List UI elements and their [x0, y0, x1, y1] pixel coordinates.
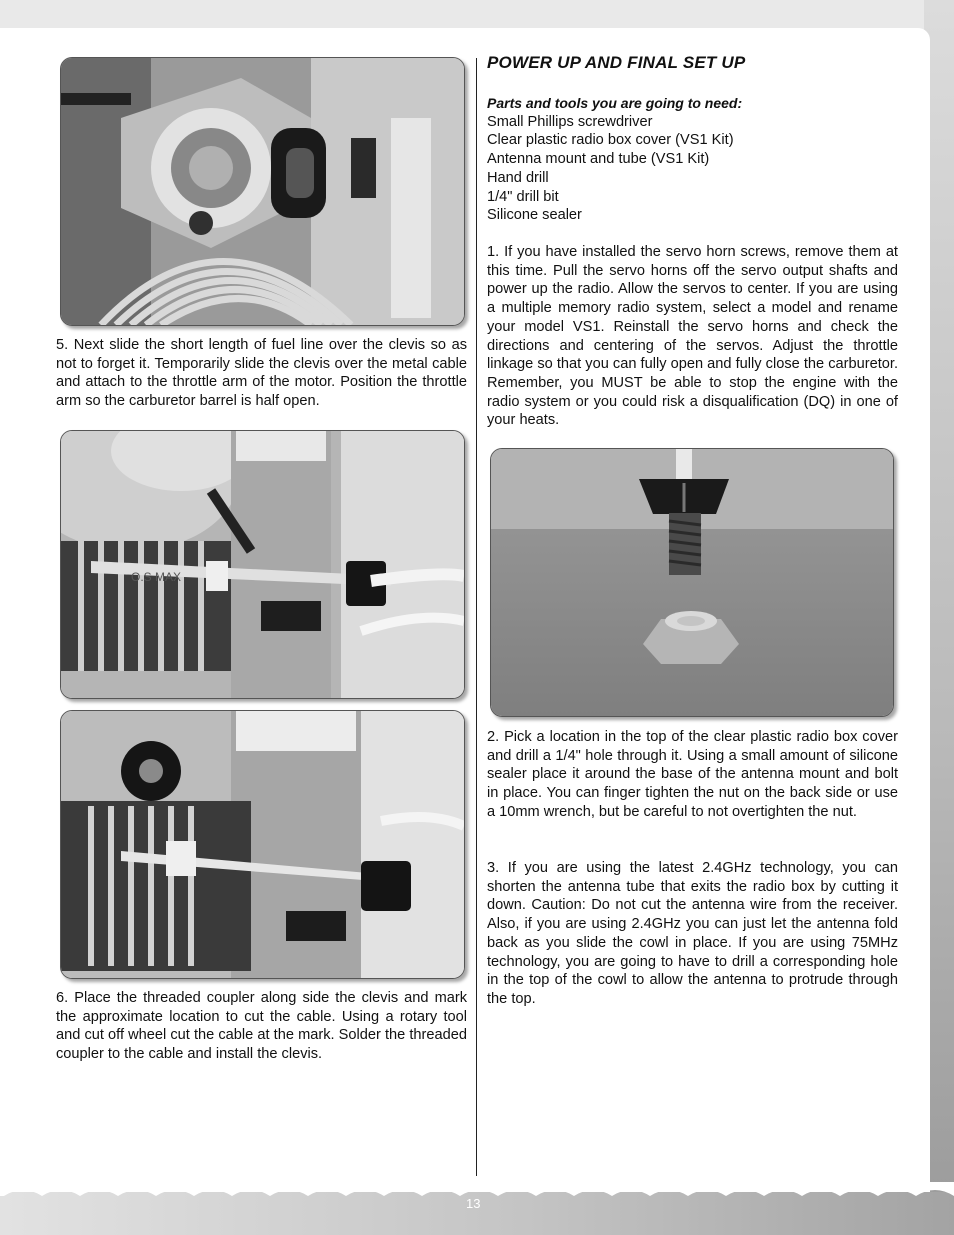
- list-item: Clear plastic radio box cover (VS1 Kit): [487, 132, 734, 149]
- step-6-text: 6. Place the threaded coupler along side the clevis and mark the approximate location to cut the cable. Using a rotary tool and cut off wheel cut the cable at the mark. Solder the threaded coupler to the cable and install the clevis.: [56, 990, 467, 1063]
- column-divider: [476, 58, 477, 1176]
- parts-list: [487, 113, 901, 225]
- step-2-text: 2. Pick a location in the top of the clear plastic radio box cover and drill a 1/4" hole through it. Using a small amount of silicone sealer place it around the base of the antenna mount and bolt in place. You can finger tighten the nut on the back side or use a 10mm wrench, but be careful to not overtighten the nut.: [487, 729, 898, 820]
- list-item: 1/4" drill bit: [487, 188, 559, 205]
- step-1-text: 1. If you have installed the servo horn screws, remove them at this time. Pull the servo horns off the servo output shafts and power up the radio. Allow the servos to center. If you are using a multiple memory radio system, select a model and rename your model VS1. Reinstall the servo horns and check the directions and centering of the servos. Adjust the throttle linkage so that you can fully open and fully close the carburetor. Remember, you MUST be able to stop the engine with the radio system or you could risk a disqualification (DQ) in one of your heats.: [487, 244, 898, 429]
- parts-title: Parts and tools you are going to need:: [487, 95, 743, 111]
- page-number: 13: [466, 1196, 481, 1211]
- list-item: Small Phillips screwdriver: [487, 113, 653, 130]
- section-title: POWER UP AND FINAL SET UP: [487, 53, 746, 72]
- photo-threaded-coupler: [60, 710, 465, 979]
- list-item: Antenna mount and tube (VS1 Kit): [487, 151, 710, 168]
- photo-antenna-mount: [490, 448, 894, 717]
- list-item: Silicone sealer: [487, 207, 582, 224]
- parts-and-tools: [487, 94, 901, 225]
- step-3-text: 3. If you are using the latest 2.4GHz technology, you can shorten the antenna tube that exits the radio box by cutting it down. Caution: Do not cut the antenna wire from the receiver. Also, if you are using 2.4GHz you can just let the antenna fold back as you slide the cowl in place. If you are using 75MHz technology, you are going to have to drill a corresponding hole in the top of the cowl to allow the antenna to protrude through the top.: [487, 860, 898, 1007]
- engine-brand-text: O.S MAX: [131, 570, 182, 584]
- list-item: Hand drill: [487, 169, 549, 186]
- photo-carburetor: [60, 57, 465, 326]
- photo-throttle-linkage: [60, 430, 465, 699]
- step-5-text: 5. Next slide the short length of fuel line over the clevis so as not to forget it. Temporarily slide the clevis over the metal cable and attach to the throttle arm of the motor. Position the throttle arm so the carburetor barrel is half open.: [56, 337, 467, 410]
